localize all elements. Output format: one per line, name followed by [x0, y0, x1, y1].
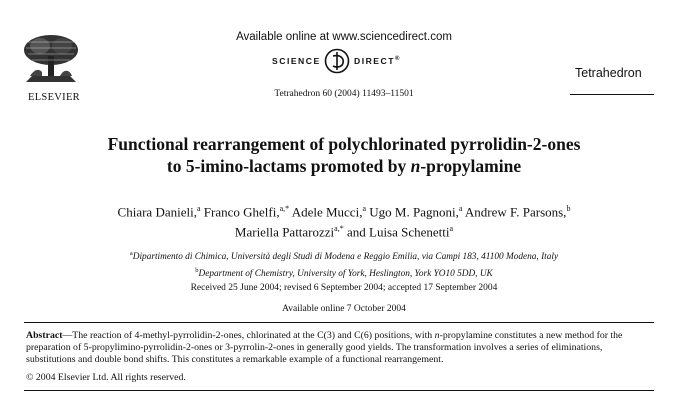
author-pagnoni: Ugo M. Pagnoni, [366, 204, 459, 220]
title-line-2: to 5-imino-lactams promoted by n-propylamine [166, 156, 522, 176]
journal-name: Tetrahedron [575, 66, 642, 80]
affiliation-a: $^a$Dipartimento di Chimica, Università degli Studi di Modena e Reggio Emilia, via Campi 183, 41100 Modena, Italy [129, 250, 559, 263]
author-ghelfi: Franco Ghelfi, [200, 204, 280, 220]
author-mucci: Adele Mucci, [289, 204, 363, 220]
author-list [0, 200, 688, 241]
author-danieli: Chiara Danieli, [117, 204, 197, 220]
abstract-bottom-rule [24, 390, 654, 391]
sciencedirect-d-icon [324, 48, 350, 74]
abstract: Abstract—The reaction of 4-methyl-pyrrolidin-2-ones, chlorinated at the C(3) and C(6) positions, with n-propylamine constitutes a new method for the preparation of 5-propylimino-pyrrolidin-2-ones or 3-pyrrolin-2-ones in generally good yields. The transformation involves a series of eliminations, substitutions and double bond shifts. This constitutes a remarkable example of a functional rearrangement. [26, 330, 623, 365]
author-line-2: Mariella Pattarozzi$^{a,*}$ and Luisa Schenetti$^a$ [234, 224, 454, 240]
author-schenetti: and Luisa Schenetti [343, 224, 450, 240]
sciencedirect-logo [268, 48, 428, 74]
abstract-label: Abstract [26, 330, 63, 341]
journal-rule [570, 94, 654, 95]
citation: Tetrahedron 60 (2004) 11493–11501 [274, 89, 414, 99]
sciencedirect-left-text: SCIENCE [272, 56, 321, 66]
affiliations [0, 247, 688, 281]
copyright: © 2004 Elsevier Ltd. All rights reserved. [26, 372, 186, 383]
sciencedirect-right-text: DIRECT® [354, 56, 401, 66]
author-pattarozzi: Mariella Pattarozzi [234, 224, 335, 240]
author-parsons: Andrew F. Parsons, [462, 204, 567, 220]
received-dates: Received 25 June 2004; revised 6 September 2004; accepted 17 September 2004 [190, 283, 498, 293]
author-line-1: Chiara Danieli,$^a$ Franco Ghelfi,$^{a,*}$ Adele Mucci,$^a$ Ugo M. Pagnoni,$^a$ Andrew F. Parsons,$^b$ [117, 204, 571, 220]
title-line-1: Functional rearrangement of polychlorinated pyrrolidin-2-ones [107, 134, 581, 154]
available-online-date: Available online 7 October 2004 [282, 304, 406, 314]
available-online-url: Available online at www.sciencedirect.com [236, 31, 452, 43]
abstract-top-rule [24, 322, 654, 323]
publisher-name: ELSEVIER [28, 92, 80, 103]
affiliation-b: $^b$Department of Chemistry, University of York, Heslington, York YO10 5DD, UK [195, 267, 493, 280]
paper-title [0, 133, 688, 177]
